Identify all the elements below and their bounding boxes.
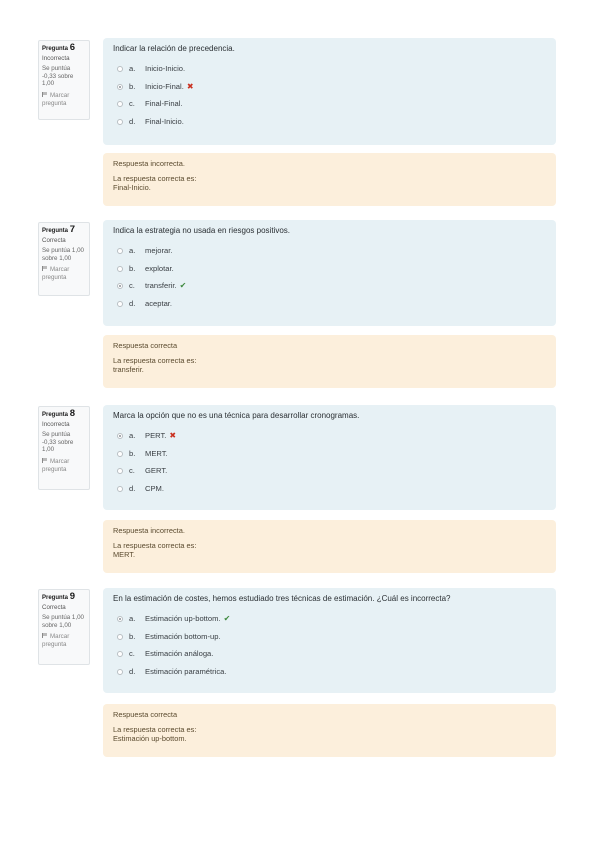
question-number: Pregunta 6 [42, 42, 75, 53]
question-info-panel [38, 40, 90, 120]
radio-button[interactable] [117, 248, 123, 254]
question-number: Pregunta 7 [42, 224, 75, 235]
question-grade: Se puntúa 1,00 sobre 1,00 [42, 247, 84, 262]
flag-question-link[interactable]: Marcar pregunta [42, 91, 70, 107]
question-text: Indica la estrategia no usada en riesgos positivos. [113, 226, 290, 235]
question-number: Pregunta 9 [42, 591, 75, 602]
feedback-title: Respuesta correcta [113, 710, 178, 719]
correct-check-icon: ✔ [223, 614, 231, 623]
question-info-panel [38, 222, 90, 296]
answer-option-c[interactable]: c. GERT. [113, 465, 546, 483]
answer-option-b[interactable]: b. MERT. [113, 448, 546, 466]
answer-option-a[interactable]: a. PERT. ✖ [113, 430, 546, 448]
feedback-title: Respuesta incorrecta. [113, 159, 185, 168]
answer-option-a[interactable]: a. Inicio-Inicio. [113, 63, 546, 81]
answer-option-b[interactable]: b. Inicio-Final. ✖ [113, 81, 546, 99]
question-grade: Se puntúa 1,00 sobre 1,00 [42, 614, 84, 629]
radio-button[interactable] [117, 468, 123, 474]
question-content [103, 38, 556, 145]
question-state: Incorrecta [42, 54, 70, 62]
answer-option-a[interactable]: a. mejorar. [113, 245, 546, 263]
radio-button-selected[interactable] [117, 616, 123, 622]
radio-button[interactable] [117, 66, 123, 72]
flag-question-link[interactable]: Marcar pregunta [42, 457, 70, 473]
feedback-title: Respuesta incorrecta. [113, 526, 185, 535]
flag-icon [42, 92, 48, 97]
radio-button-selected[interactable] [117, 283, 123, 289]
flag-question-link[interactable]: Marcar pregunta [42, 633, 70, 648]
flag-question-link[interactable]: Marcar pregunta [42, 266, 70, 281]
radio-button[interactable] [117, 119, 123, 125]
answer-option-d[interactable]: d. Final-Inicio. [113, 116, 546, 134]
answer-option-c[interactable]: c. transferir. ✔ [113, 280, 546, 298]
answer-option-a[interactable]: a. Estimación up-bottom. ✔ [113, 613, 546, 631]
correct-answer-label: La respuesta correcta es: [113, 173, 197, 183]
correct-answer-label: La respuesta correcta es: [113, 540, 197, 550]
incorrect-icon: ✖ [169, 431, 177, 440]
radio-button-selected[interactable] [117, 84, 123, 90]
radio-button[interactable] [117, 266, 123, 272]
question-text: Marca la opción que no es una técnica para desarrollar cronogramas. [113, 411, 360, 420]
question-content [103, 588, 556, 693]
feedback-title: Respuesta correcta [113, 341, 178, 350]
question-info-panel [38, 406, 90, 490]
feedback-panel [103, 520, 556, 573]
question-state: Correcta [42, 236, 66, 244]
question-state: Correcta [42, 603, 66, 611]
question-state: Incorrecta [42, 420, 70, 428]
radio-button-selected[interactable] [117, 433, 123, 439]
feedback-panel [103, 335, 556, 388]
flag-icon [42, 266, 48, 271]
correct-answer-label: La respuesta correcta es: [113, 724, 197, 734]
answer-option-d[interactable]: d. aceptar. [113, 298, 546, 316]
answer-option-c[interactable]: c. Final-Final. [113, 98, 546, 116]
question-text: En la estimación de costes, hemos estudiado tres técnicas de estimación. ¿Cuál es incorrecta? [113, 594, 451, 603]
question-info-panel [38, 589, 90, 665]
question-grade: Se puntúa -0,33 sobre 1,00 [42, 65, 74, 88]
radio-button[interactable] [117, 301, 123, 307]
question-content [103, 405, 556, 510]
correct-answer-label: La respuesta correcta es: [113, 355, 197, 365]
answer-option-c[interactable]: c. Estimación análoga. [113, 648, 546, 666]
question-text: Indicar la relación de precedencia. [113, 44, 235, 53]
answer-option-d[interactable]: d. CPM. [113, 483, 546, 501]
radio-button[interactable] [117, 451, 123, 457]
question-grade: Se puntúa -0,33 sobre 1,00 [42, 431, 74, 454]
answer-option-b[interactable]: b. Estimación bottom-up. [113, 631, 546, 649]
correct-answer-value: MERT. [113, 550, 136, 559]
question-number: Pregunta 8 [42, 408, 75, 419]
radio-button[interactable] [117, 651, 123, 657]
incorrect-icon: ✖ [186, 81, 194, 91]
correct-answer-value: Estimación up-bottom. [113, 734, 187, 743]
radio-button[interactable] [117, 634, 123, 640]
answer-option-b[interactable]: b. explotar. [113, 263, 546, 281]
question-content [103, 220, 556, 326]
radio-button[interactable] [117, 486, 123, 492]
correct-answer-value: Final-Inicio. [113, 183, 151, 192]
radio-button[interactable] [117, 101, 123, 107]
radio-button[interactable] [117, 669, 123, 675]
flag-icon [42, 633, 48, 638]
flag-icon [42, 458, 48, 463]
feedback-panel [103, 704, 556, 757]
correct-check-icon: ✔ [179, 281, 187, 290]
correct-answer-value: transferir. [113, 365, 144, 374]
answer-option-d[interactable]: d. Estimación paramétrica. [113, 666, 546, 684]
feedback-panel [103, 153, 556, 206]
